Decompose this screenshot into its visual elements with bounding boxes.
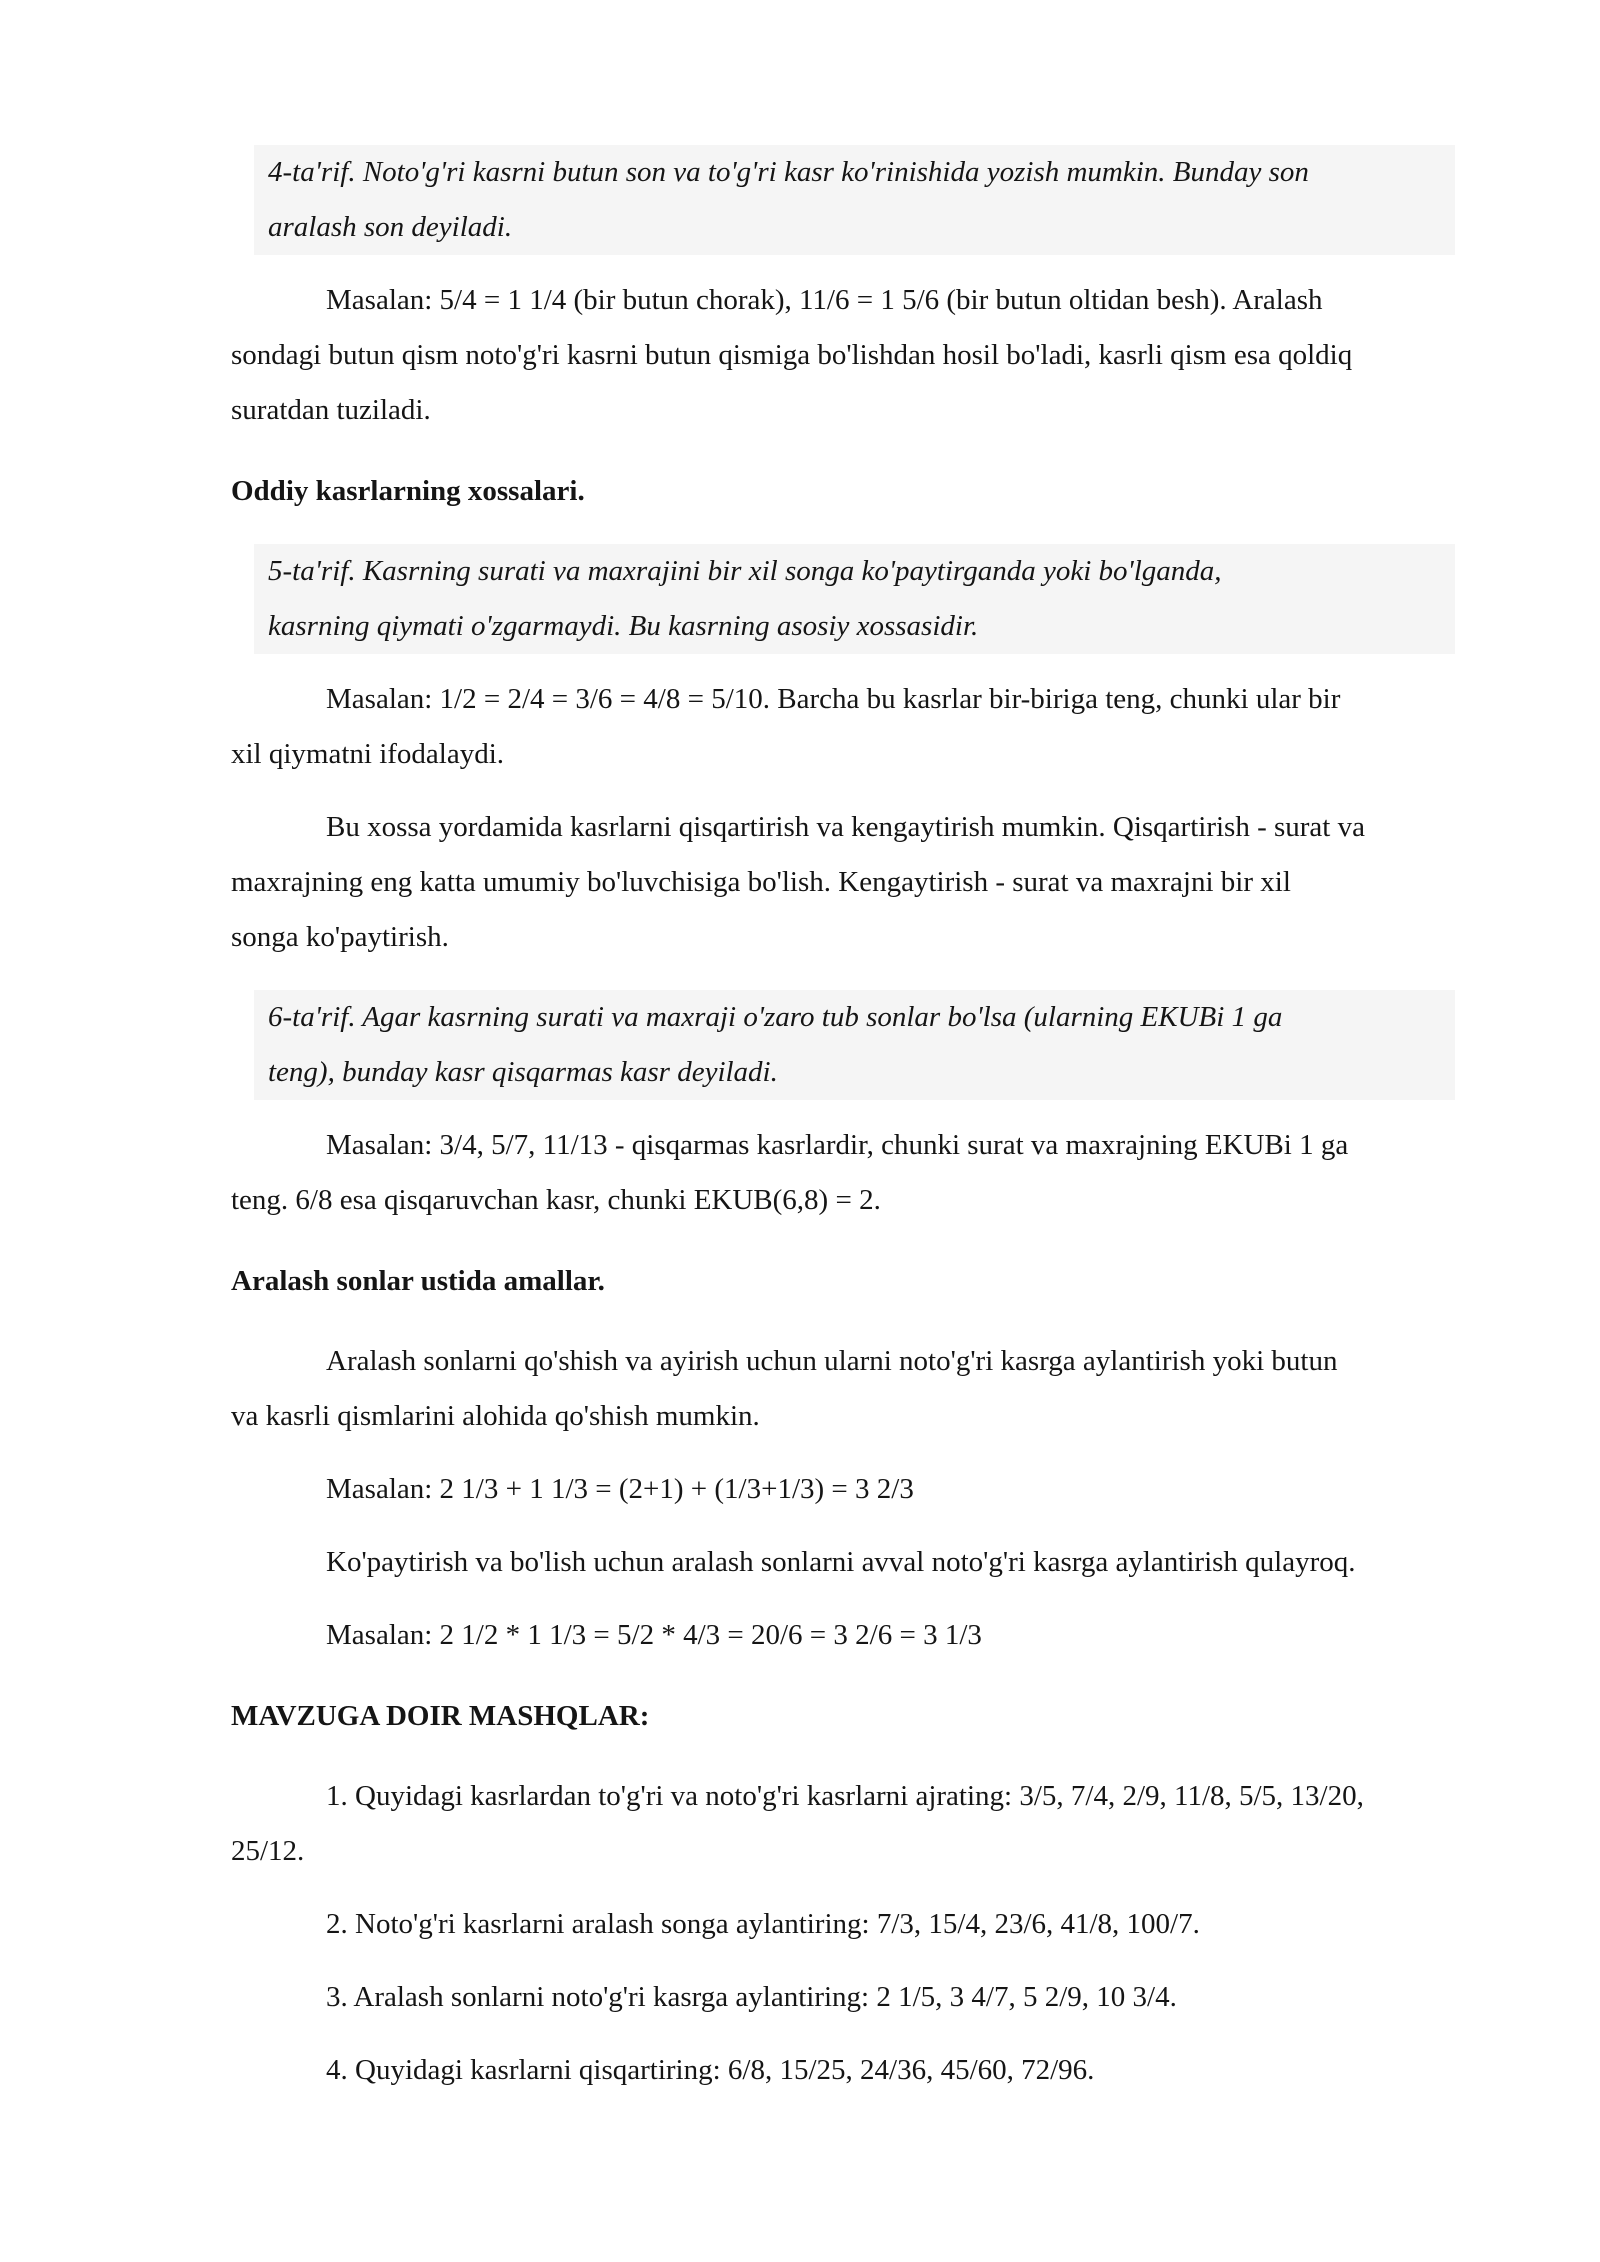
paragraph-line: Aralash sonlarni qo'shish va ayirish uchun ularni noto'g'ri kasrga aylantirish yoki butun	[326, 1345, 1338, 1377]
definition-line: teng), bunday kasr qisqarmas kasr deyiladi.	[268, 1056, 778, 1088]
example-paragraph-5	[231, 672, 1501, 782]
paragraph-line: Masalan: 3/4, 5/7, 11/13 - qisqarmas kasrlardir, chunki surat va maxrajning EKUBi 1 ga	[326, 1129, 1349, 1161]
heading-text: Aralash sonlar ustida amallar.	[231, 1265, 605, 1297]
paragraph-line: Bu xossa yordamida kasrlarni qisqartirish va kengaytirish mumkin. Qisqartirish - surat va	[326, 811, 1365, 843]
paragraph-line: xil qiymatni ifodalaydi.	[231, 738, 505, 770]
section-heading-exercises	[231, 1689, 1501, 1744]
exercise-line: 25/12.	[231, 1835, 305, 1867]
paragraph-line: teng. 6/8 esa qisqaruvchan kasr, chunki EKUB(6,8) = 2.	[231, 1184, 881, 1216]
paragraph-line: songa ko'paytirish.	[231, 921, 449, 953]
exercise-item-4	[231, 2043, 1501, 2098]
exercise-line: 1. Quyidagi kasrlardan to'g'ri va noto'g'ri kasrlarni ajrating: 3/5, 7/4, 2/9, 11/8, 5/5, 13/20,	[326, 1780, 1364, 1812]
exercise-line: 3. Aralash sonlarni noto'g'ri kasrga aylantiring: 2 1/5, 3 4/7, 5 2/9, 10 3/4.	[326, 1981, 1177, 2013]
definition-line: 4-ta'rif. Noto'g'ri kasrni butun son va to'g'ri kasr ko'rinishida yozish mumkin. Bunday son	[268, 156, 1309, 188]
definition-box-4	[254, 145, 1455, 255]
paragraph-line: Ko'paytirish va bo'lish uchun aralash sonlarni avval noto'g'ri kasrga aylantirish qulayroq.	[326, 1546, 1356, 1578]
exercise-line: 4. Quyidagi kasrlarni qisqartiring: 6/8, 15/25, 24/36, 45/60, 72/96.	[326, 2054, 1095, 2086]
document-content	[231, 145, 1501, 2098]
multiplication-example	[231, 1608, 1501, 1663]
paragraph-line: suratdan tuziladi.	[231, 394, 431, 426]
definition-box-6	[254, 990, 1455, 1100]
exercise-item-3	[231, 1970, 1501, 2025]
heading-text: Oddiy kasrlarning xossalari.	[231, 475, 585, 507]
definition-line: 5-ta'rif. Kasrning surati va maxrajini bir xil songa ko'paytirganda yoki bo'lganda,	[268, 555, 1222, 587]
definition-line: aralash son deyiladi.	[268, 211, 513, 243]
addition-paragraph	[231, 1334, 1501, 1444]
definition-box-5	[254, 544, 1455, 654]
paragraph-line: va kasrli qismlarini alohida qo'shish mumkin.	[231, 1400, 760, 1432]
section-heading-operations	[231, 1254, 1501, 1309]
exercise-line: 2. Noto'g'ri kasrlarni aralash songa aylantiring: 7/3, 15/4, 23/6, 41/8, 100/7.	[326, 1908, 1200, 1940]
paragraph-line: Masalan: 2 1/2 * 1 1/3 = 5/2 * 4/3 = 20/6 = 3 2/6 = 3 1/3	[326, 1619, 982, 1651]
example-paragraph-4	[231, 273, 1501, 438]
reduction-paragraph	[231, 800, 1501, 965]
multiplication-paragraph	[231, 1535, 1501, 1590]
paragraph-line: Masalan: 1/2 = 2/4 = 3/6 = 4/8 = 5/10. Barcha bu kasrlar bir-biriga teng, chunki ular bir	[326, 683, 1341, 715]
definition-line: kasrning qiymati o'zgarmaydi. Bu kasrning asosiy xossasidir.	[268, 610, 979, 642]
exercise-item-2	[231, 1897, 1501, 1952]
heading-text: MAVZUGA DOIR MASHQLAR:	[231, 1700, 650, 1732]
paragraph-line: Masalan: 2 1/3 + 1 1/3 = (2+1) + (1/3+1/3) = 3 2/3	[326, 1473, 914, 1505]
paragraph-line: maxrajning eng katta umumiy bo'luvchisiga bo'lish. Kengaytirish - surat va maxrajni bir xil	[231, 866, 1291, 898]
definition-line: 6-ta'rif. Agar kasrning surati va maxraji o'zaro tub sonlar bo'lsa (ularning EKUBi 1 ga	[268, 1001, 1283, 1033]
addition-example	[231, 1462, 1501, 1517]
example-paragraph-6	[231, 1118, 1501, 1228]
paragraph-line: Masalan: 5/4 = 1 1/4 (bir butun chorak), 11/6 = 1 5/6 (bir butun oltidan besh). Aralash	[326, 284, 1323, 316]
paragraph-line: sondagi butun qism noto'g'ri kasrni butun qismiga bo'lishdan hosil bo'ladi, kasrli qism esa qoldiq	[231, 339, 1353, 371]
section-heading-properties	[231, 464, 1501, 519]
exercise-item-1	[231, 1769, 1501, 1879]
